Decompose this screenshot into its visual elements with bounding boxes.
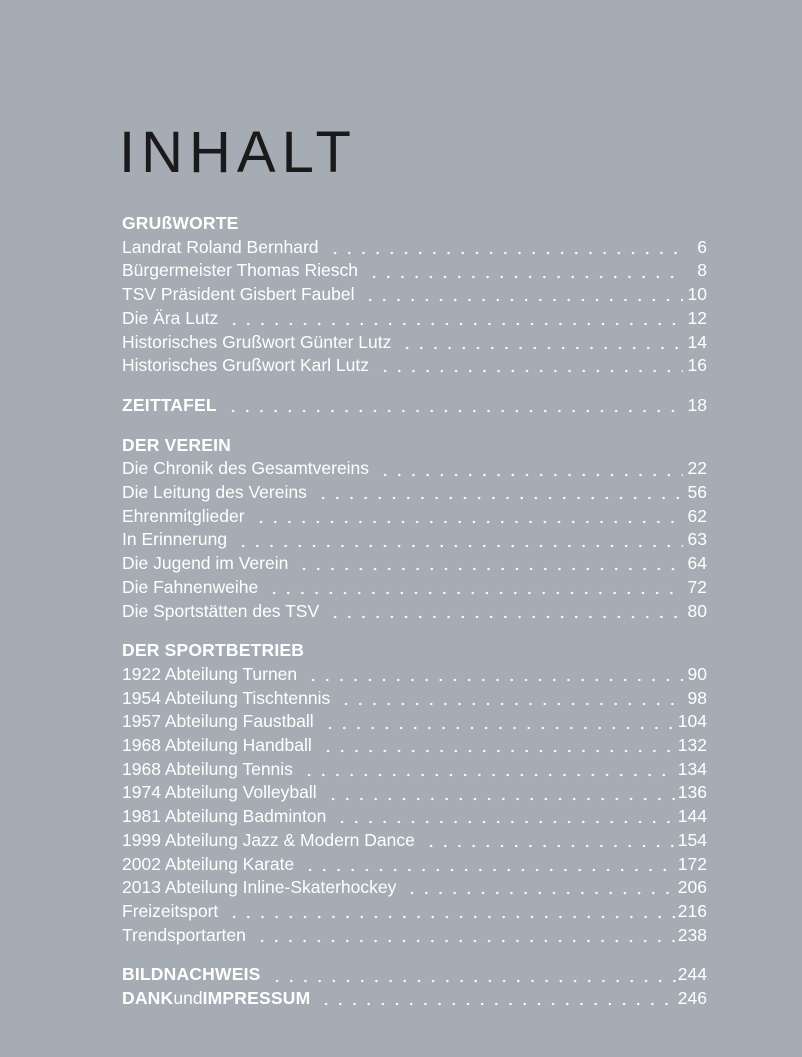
toc-entry-label: DANK [122,988,174,1009]
dot-leader [365,259,683,283]
dot-leader [253,924,676,948]
toc-entry-label: 1968 Abteilung Tennis [122,758,293,779]
dot-leader [398,331,683,355]
toc-section [122,394,707,418]
toc-page-number: 6 [697,236,707,257]
toc-entry-label: Die Fahnenweihe [122,576,259,597]
toc-entry [122,528,707,552]
toc-page-number: 216 [677,900,707,921]
toc-entry-label: Trendsportarten [122,924,246,945]
toc-page-number: 238 [677,924,707,945]
dot-leader [376,354,683,378]
toc-entry [122,781,707,805]
toc-page-number: 206 [677,877,707,898]
toc-page-number: 16 [687,355,707,376]
dot-leader [326,236,683,260]
dot-leader [333,805,675,829]
toc-entry [122,481,707,505]
toc-entry-label: Freizeitsport [122,900,219,921]
toc-section [122,434,707,624]
dot-leader [324,781,676,805]
toc-page-number: 134 [677,758,707,779]
dot-leader [224,394,683,418]
dot-leader [301,853,676,877]
toc-section [122,212,707,378]
dot-leader [234,528,683,552]
toc-entry [122,758,707,782]
dot-leader [376,457,683,481]
toc-entry-label: Die Ära Lutz [122,307,219,328]
toc-entry [122,734,707,758]
toc-page-number: 62 [687,505,707,526]
toc-entry-label: GRUßWORTE [122,213,239,233]
toc-entry-label: Bürgermeister Thomas Riesch [122,260,359,281]
toc-entry [122,354,707,378]
dot-leader [314,481,683,505]
dot-leader [300,758,676,782]
toc-page-number: 63 [687,529,707,550]
toc-page-number: 10 [687,284,707,305]
dot-leader [403,876,675,900]
toc-entry-label: Ehrenmitglieder [122,505,245,526]
toc-entry-label: Landrat Roland Bernhard [122,236,319,257]
table-of-contents [122,212,707,1011]
toc-entry-label: BILDNACHWEIS [122,964,261,985]
toc-entry [122,283,707,307]
dot-leader [225,900,676,924]
toc-entry [122,307,707,331]
toc-entry-label: 1968 Abteilung Handball [122,735,312,756]
toc-entry-label: 1954 Abteilung Tischtennis [122,687,331,708]
toc-entry [122,505,707,529]
toc-entry [122,663,707,687]
dot-leader [304,663,683,687]
toc-heading [122,212,707,236]
toc-entry [122,876,707,900]
toc-page-number: 80 [687,600,707,621]
dot-leader [422,829,676,853]
toc-entry-label: Historisches Grußwort Günter Lutz [122,331,392,352]
toc-entry-label: 2002 Abteilung Karate [122,853,295,874]
dot-leader [326,600,683,624]
toc-entry [122,457,707,481]
toc-entry-label: 1922 Abteilung Turnen [122,663,298,684]
toc-entry [122,331,707,355]
dot-leader [337,687,683,711]
toc-entry-label: 1981 Abteilung Badminton [122,806,327,827]
toc-section [122,963,707,1010]
toc-entry-label: In Erinnerung [122,529,228,550]
toc-entry-label: Die Chronik des Gesamtvereins [122,458,370,479]
toc-entry-label: IMPRESSUM [202,988,311,1009]
toc-page-number: 64 [687,553,707,574]
toc-page-number: 90 [687,663,707,684]
toc-entry [122,710,707,734]
toc-entry-label: Historisches Grußwort Karl Lutz [122,355,370,376]
toc-entry [122,576,707,600]
toc-page-number: 14 [687,331,707,352]
page-title: INHALT [119,120,357,185]
toc-entry [122,600,707,624]
toc-entry-label: Die Leitung des Vereins [122,482,307,503]
toc-heading [122,639,707,663]
toc-entry [122,552,707,576]
toc-heading [122,434,707,458]
toc-entry-label: DER VEREIN [122,434,231,455]
toc-page-number: 246 [677,988,707,1009]
toc-entry [122,394,707,418]
toc-entry [122,829,707,853]
toc-entry [122,853,707,877]
toc-page-number: 154 [677,829,707,850]
toc-section [122,639,707,947]
toc-entry-label: DER SPORTBETRIEB [122,640,305,661]
toc-entry-label: 1999 Abteilung Jazz & Modern Dance [122,829,415,850]
toc-entry [122,924,707,948]
dot-leader [252,505,683,529]
dot-leader [317,987,675,1011]
toc-entry [122,963,707,987]
toc-page-number: 144 [677,806,707,827]
toc-entry-label: TSV Präsident Gisbert Faubel [122,284,355,305]
toc-entry-label: 1957 Abteilung Faustball [122,711,314,732]
dot-leader [265,576,683,600]
dot-leader [321,710,676,734]
toc-page-number: 104 [677,711,707,732]
toc-entry-label: und [173,988,203,1009]
toc-page-number: 22 [687,458,707,479]
toc-entry [122,987,707,1011]
toc-page-number: 244 [677,964,707,985]
toc-page-number: 98 [687,687,707,708]
toc-entry-label: 1974 Abteilung Volleyball [122,782,317,803]
toc-entry [122,805,707,829]
toc-page-number: 132 [677,735,707,756]
toc-entry [122,687,707,711]
dot-leader [268,963,676,987]
toc-entry [122,259,707,283]
toc-page-number: 12 [687,307,707,328]
toc-page-number: 136 [677,782,707,803]
dot-leader [225,307,683,331]
dot-leader [295,552,683,576]
dot-leader [361,283,683,307]
toc-entry-label: Die Jugend im Verein [122,553,289,574]
toc-entry-label: ZEITTAFEL [122,394,217,415]
toc-page-number: 172 [677,853,707,874]
toc-entry [122,900,707,924]
toc-page-number: 56 [687,482,707,503]
dot-leader [319,734,676,758]
toc-entry-label: 2013 Abteilung Inline-Skaterhockey [122,877,397,898]
toc-page-number: 8 [697,260,707,281]
toc-page-number: 72 [687,576,707,597]
toc-entry-label: Die Sportstätten des TSV [122,600,320,621]
toc-entry [122,236,707,260]
toc-page-number: 18 [687,394,707,415]
